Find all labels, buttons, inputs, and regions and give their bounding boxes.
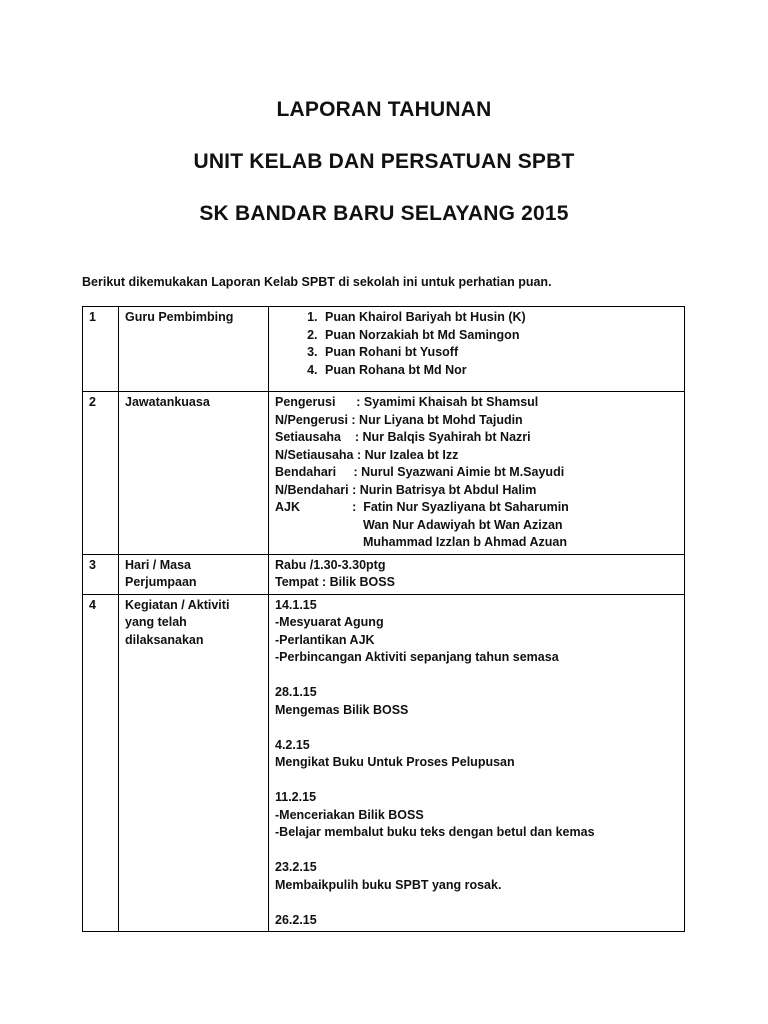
list-item: 3. Puan Rohani bt Yusoff <box>321 344 678 362</box>
row-content <box>269 554 685 594</box>
committee-line: Setiausaha : Nur Balqis Syahirah bt Nazri <box>275 430 531 444</box>
activity-date: 26.2.15 <box>275 912 317 927</box>
list-item: 4. Puan Rohana bt Md Nor <box>321 362 678 380</box>
row-label: Hari / Masa Perjumpaan <box>119 554 269 594</box>
committee-line: N/Setiausaha : Nur Izalea bt Izz <box>275 447 459 462</box>
meeting-line: Rabu /1.30-3.30ptg <box>275 557 386 572</box>
activity-item: Membaikpulih buku SPBT yang rosak. <box>275 877 502 892</box>
activity-date: 23.2.15 <box>275 860 317 874</box>
activity-date: 28.1.15 <box>275 685 317 699</box>
intro-text: Berikut dikemukakan Laporan Kelab SPBT di sekolah ini untuk perhatian puan. <box>82 275 552 289</box>
activity-item: -Perlantikan AJK <box>275 632 375 647</box>
activity-block <box>275 789 678 842</box>
activity-date: 11.2.15 <box>275 790 317 804</box>
activity-block <box>275 684 678 719</box>
activity-block <box>275 859 678 894</box>
report-title: LAPORAN TAHUNAN <box>276 98 492 121</box>
list-item: 2. Puan Norzakiah bt Md Samingon <box>321 327 678 345</box>
committee-line: Wan Nur Adawiyah bt Wan Azizan <box>363 517 563 532</box>
report-unit: UNIT KELAB DAN PERSATUAN SPBT <box>193 150 575 173</box>
table-row <box>83 392 685 555</box>
row-label: Jawatankuasa <box>119 392 269 555</box>
row-content <box>269 307 685 392</box>
table-row <box>83 307 685 392</box>
activity-item: -Menceriakan Bilik BOSS <box>275 807 424 822</box>
activity-block <box>275 597 678 667</box>
activity-item: -Mesyuarat Agung <box>275 615 384 629</box>
table-row <box>83 594 685 932</box>
committee-line: N/Pengerusi : Nur Liyana bt Mohd Tajudin <box>275 412 523 427</box>
activity-date: 4.2.15 <box>275 737 310 752</box>
row-label: Guru Pembimbing <box>119 307 269 392</box>
activity-item: Mengemas Bilik BOSS <box>275 702 409 717</box>
report-table <box>82 306 685 932</box>
table-row <box>83 554 685 594</box>
list-item: 1. Puan Khairol Bariyah bt Husin (K) <box>321 309 678 327</box>
activity-block <box>275 737 678 772</box>
row-number: 4 <box>83 594 119 932</box>
teacher-list <box>275 309 678 379</box>
activity-item: -Perbincangan Aktiviti sepanjang tahun semasa <box>275 650 559 664</box>
report-school: SK BANDAR BARU SELAYANG 2015 <box>199 202 569 225</box>
activity-item: Mengikat Buku Untuk Proses Pelupusan <box>275 755 515 769</box>
row-content <box>269 392 685 555</box>
committee-line: Bendahari : Nurul Syazwani Aimie bt M.Sayudi <box>275 465 565 479</box>
report-header <box>0 96 768 252</box>
row-number: 3 <box>83 554 119 594</box>
activity-item: -Belajar membalut buku teks dengan betul dan kemas <box>275 825 595 839</box>
meeting-line: Tempat : Bilik BOSS <box>275 575 395 589</box>
committee-line: Pengerusi : Syamimi Khaisah bt Shamsul <box>275 395 539 409</box>
activity-date: 14.1.15 <box>275 597 317 612</box>
row-number: 2 <box>83 392 119 555</box>
activity-block <box>275 912 678 930</box>
row-content <box>269 594 685 932</box>
committee-line: Muhammad Izzlan b Ahmad Azuan <box>363 535 567 549</box>
committee-line: N/Bendahari : Nurin Batrisya bt Abdul Halim <box>275 482 537 497</box>
committee-line: AJK : Fatin Nur Syazliyana bt Saharumin <box>275 500 569 514</box>
row-label: Kegiatan / Aktiviti yang telah dilaksanakan <box>119 594 269 932</box>
row-number: 1 <box>83 307 119 392</box>
